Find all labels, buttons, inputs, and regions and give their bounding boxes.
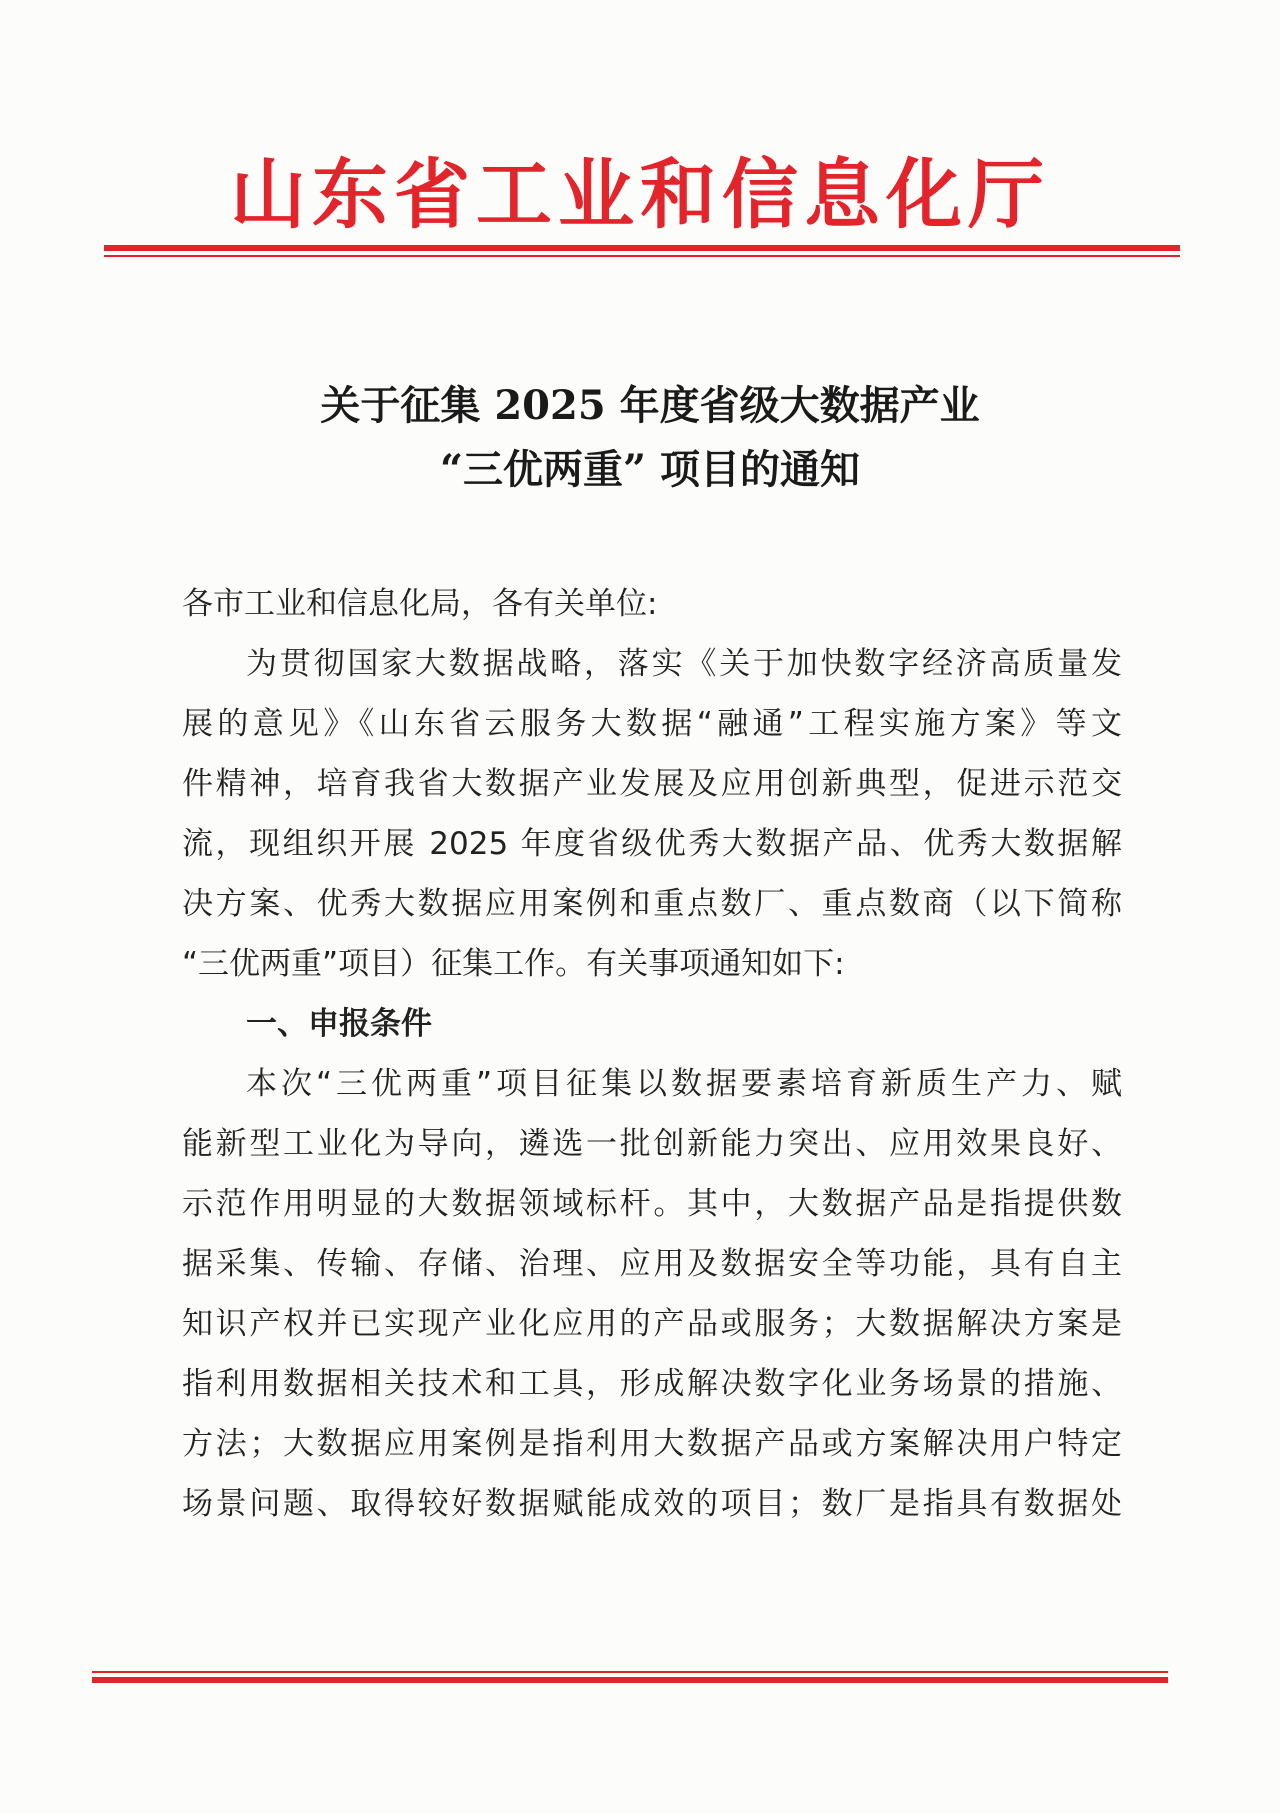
footer-rule-thick	[92, 1677, 1168, 1683]
footer-rule-thin	[92, 1671, 1168, 1673]
body-line: 为贯彻国家大数据战略，落实《关于加快数字经济高质量发	[246, 646, 1122, 682]
document-title-line-1: 关于征集 2025 年度省级大数据产业	[320, 382, 980, 429]
body-line: 能新型工业化为导向，遴选一批创新能力突出、应用效果良好、	[182, 1126, 1122, 1162]
body-line: 知识产权并已实现产业化应用的产品或服务；大数据解决方案是	[182, 1306, 1122, 1342]
body-line: 展的意见》《山东省云服务大数据“融通”工程实施方案》等文	[182, 706, 1122, 742]
salutation: 各市工业和信息化局，各有关单位:	[182, 586, 658, 622]
letterhead-rule-thick	[104, 245, 1180, 251]
body-line: 指利用数据相关技术和工具，形成解决数字化业务场景的措施、	[182, 1366, 1122, 1402]
body-line: “三优两重”项目）征集工作。有关事项通知如下:	[182, 946, 845, 982]
body-line: 据采集、传输、存储、治理、应用及数据安全等功能，具有自主	[182, 1246, 1122, 1282]
body-line: 场景问题、取得较好数据赋能成效的项目；数厂是指具有数据处	[182, 1486, 1122, 1522]
body-line: 件精神，培育我省大数据产业发展及应用创新典型，促进示范交	[182, 766, 1122, 802]
document-title-line-2: “三优两重” 项目的通知	[440, 446, 860, 493]
body-line: 本次“三优两重”项目征集以数据要素培育新质生产力、赋	[246, 1066, 1122, 1102]
letterhead-rule-thin	[104, 255, 1180, 257]
body-line: 决方案、优秀大数据应用案例和重点数厂、重点数商（以下简称	[182, 886, 1122, 922]
body-line: 流，现组织开展 2025 年度省级优秀大数据产品、优秀大数据解	[182, 826, 1122, 862]
letterhead-issuer: 山东省工业和信息化厅	[230, 150, 1050, 239]
section-heading: 一、申报条件	[246, 1006, 432, 1042]
body-line: 方法；大数据应用案例是指利用大数据产品或方案解决用户特定	[182, 1426, 1122, 1462]
body-line: 示范作用明显的大数据领域标杆。其中，大数据产品是指提供数	[182, 1186, 1122, 1222]
